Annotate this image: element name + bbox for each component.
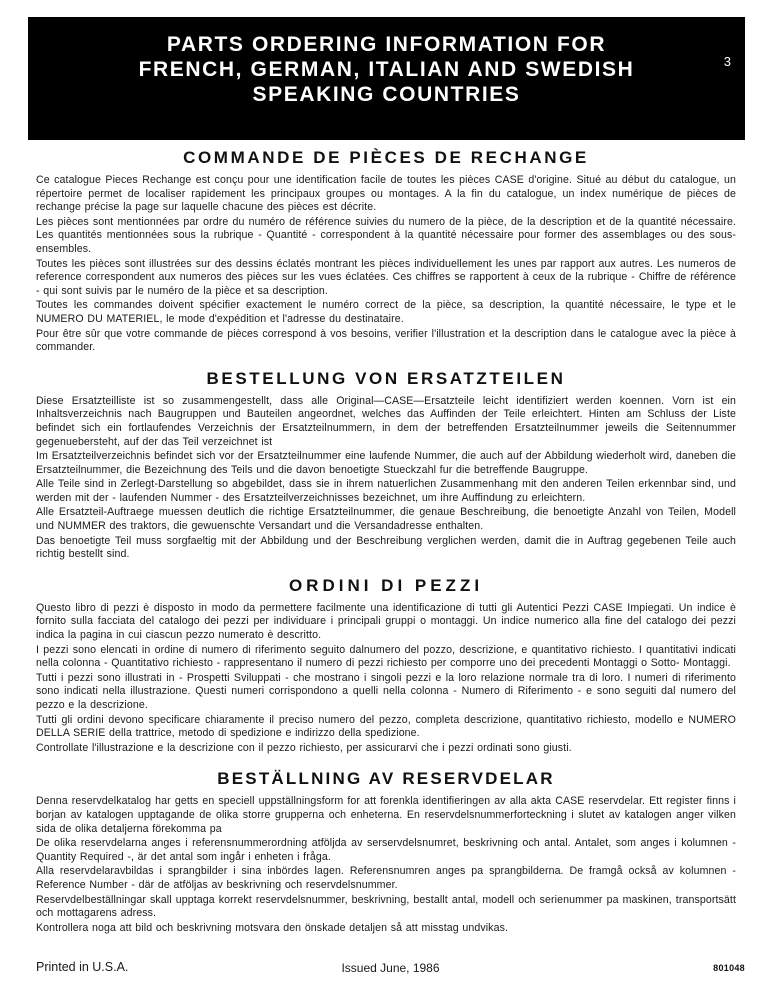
section-swedish — [36, 769, 736, 935]
paragraph: Ce catalogue Pieces Rechange est conçu pour une identification facile de toutes les pièces CASE d'origine. Situé au début du catalogue, un répertoire permet de localiser rapidement les principaux groupes ou montages. A la fin du catalogue, un index numérique de pièces de rechange précise la page sur laquelle chacune des pièces est décrite. — [36, 174, 736, 214]
paragraph: Alle Ersatzteil-Auftraege muessen deutlich die richtige Ersatzteilnummer, die genaue Beschreibung, die benoetigte Anzahl von Teilen, Modell und NUMMER des traktors, die gewuenschte Versandart und die Versandadresse enthalten. — [36, 506, 736, 533]
paragraph: De olika reservdelarna anges i referensnummerordning atföljda av serservdelsnumret, beskrivning och antal. Antalet, som anges i kolumnen - Quantity Required -, är det antal som ingår i enheten i fråga. — [36, 837, 736, 863]
paragraph: Das benoetigte Teil muss sorgfaeltig mit der Abbildung und der Beschreibung verglichen werden, damit die in Auftrag gegebenen Teile auch richtig bestellt sind. — [36, 534, 736, 561]
paragraph: Kontrollera noga att bild och beskrivning motsvara den önskade detaljen så att misstag undvikas. — [36, 921, 509, 934]
footer-document-number: 801048 — [713, 963, 745, 973]
paragraph: Toutes les pièces sont illustrées sur des dessins éclatés montrant les pièces individuellement les unes par rapport aux autres. Les numeros de reference correspondent aux numeros des pièces sur les vues éclatées. Ces chiffres se rapportent à ceux de la rubrique - Chiffre de référence - qui sont suivis par le numéro de la pièce et sa description. — [36, 257, 736, 297]
footer-printed-in: Printed in U.S.A. — [36, 960, 129, 974]
paragraph: Controllate l'illustrazione e la descrizione con il pezzo richiesto, per assicurarvi che i pezzi ordinati sono giusti. — [36, 741, 572, 754]
title-banner — [28, 17, 745, 140]
footer-issued-date: Issued June, 1986 — [341, 961, 440, 975]
page-number: 3 — [723, 54, 731, 69]
section-french — [36, 148, 736, 355]
paragraph: Reservdelbeställningar skall upptaga korrekt reservdelsnummer, beskrivning, bestallt antal, modell och serienummer pa maskinen, transportsätt och mottagarens adress. — [36, 893, 736, 920]
section-heading-german: BESTELLUNG VON ERSATZTEILEN — [206, 368, 566, 388]
section-german — [36, 369, 736, 562]
section-italian — [36, 576, 736, 756]
paragraph: Alla reservdelaravbildas i sprangbilder i sina inbördes lagen. Referensnumren anges pa sprangbilderna. De framgå också av kolumnen - Reference Number - där de atföljas av beskrivning och reservdelsnummer. — [36, 865, 736, 891]
page-footer — [36, 960, 745, 978]
paragraph: I pezzi sono elencati in ordine di numero di riferimento seguito dalnumero del pozzo, descrizione, e quantitativo richiesto. I quantitativi indicati nella colonna - Quantitativo richiesto - rappresentano il numero di pezzi richiesto per comporre uno dei precedenti Montaggi o Sotto- Montaggi. — [36, 643, 736, 670]
paragraph: Pour être sûr que votre commande de pièces correspond à vos besoins, verifier l'illustration et la description dans le catalogue avec la pièce à commander. — [36, 327, 736, 354]
document-body — [36, 148, 736, 936]
section-heading-italian: ORDINI DI PEZZI — [288, 575, 484, 595]
banner-title-line-1: PARTS ORDERING INFORMATION FOR — [166, 33, 607, 56]
section-heading-swedish: BESTÄLLNING AV RESERVDELAR — [217, 769, 555, 789]
paragraph: Denna reservdelkatalog har getts en speciell uppställningsform for att forenkla identifieringen av alla akta CASE reservdelar. Ett register finns i borjan av katalogen upptagande de olika storre grupperna och enheterna. En reservdelsnummerforteckning i slutet av katalogen anger vilken sida de olika detaljerna förekomma pa — [36, 795, 736, 835]
banner-title-line-3: SPEAKING COUNTRIES — [252, 83, 521, 106]
paragraph: Diese Ersatzteilliste ist so zusammengestellt, dass alle Original—CASE—Ersatzteile leicht identifiziert werden koennen. Vorn ist ein Inhaltsverzeichnis nach Baugruppen und Bauteilen angeordnet, welches das Auffinden der Teile erleichtert. Hinten am Schluss der Liste befindet sich ein fortlaufendes Verzeichnis der Ersatzteilnummern, in dem der betreffenden Ersatzteilnummer jeweils die Seitennummer gegenuebersteht, auf der das Teil verzeichnet ist — [36, 394, 736, 448]
banner-title — [28, 32, 745, 107]
paragraph: Alle Teile sind in Zerlegt-Darstellung so abgebildet, dass sie in ihrem natuerlichen Zusammenhang mit den anderen Teilen erkennbar sind, und werden mit der - laufenden Nummer - des Ersatzteilverzeichnisses bezeichnet, um ihre Auffindung zu erleichtern. — [36, 478, 736, 504]
paragraph: Toutes les commandes doivent spécifier exactement le numéro correct de la pièce, sa description, la quantité nécessaire, le type et le NUMERO DU MATERIEL, le mode d'expédition et l'adresse du destinataire. — [36, 299, 736, 325]
paragraph: Les pièces sont mentionnées par ordre du numéro de référence suivies du numero de la pièce, de la description et de la quantité nécessaire. Les quantités mentionnées sous la rubrique - Quantité - correspondent à la quantité nécessaire pour former des assemblages ou des sous-ensembles. — [36, 215, 736, 255]
paragraph: Tutti gli ordini devono specificare chiaramente il preciso numero del pezzo, completa descrizione, quantitativo richiesto, modello e NUMERO DELLA SERIE della trattrice, metodo di spedizione e indirizzo della spedizione. — [36, 713, 736, 740]
paragraph: Tutti i pezzi sono illustrati in - Prospetti Sviluppati - che mostrano i singoli pezzi e la loro relazione normale tra di loro. I numeri di riferimento sono indicati nella illustrazione. Questi numeri corrispondono a quelli nella colonna - Numero di Riferimento - e sono seguiti dal numero del pezzo e la descrizione. — [36, 671, 736, 711]
paragraph: Questo libro di pezzi è disposto in modo da permettere facilmente una identificazione di tutti gli Autentici Pezzi CASE Impiegati. Un indice è fornito sulla facciata del catalogo dei pezzi per individuare i principali gruppi o montaggi. Un indice numerico alla fine del catalogo dei pezzi indica la pagina in cui ciascun pezzo numerato è descritto. — [36, 601, 736, 642]
section-heading-french: COMMANDE DE PIÈCES DE RECHANGE — [183, 148, 589, 167]
banner-title-line-2: FRENCH, GERMAN, ITALIAN AND SWEDISH — [138, 58, 635, 81]
paragraph: Im Ersatzteilverzeichnis befindet sich vor der Ersatzteilnummer eine laufende Nummer, die auch auf der Abbildung wiederholt wird, daneben die Ersatzteilnummer, die Bezeichnung des Teils und die davon benoetigte Stueckzahl fur die betreffende Baugruppe. — [36, 450, 736, 476]
